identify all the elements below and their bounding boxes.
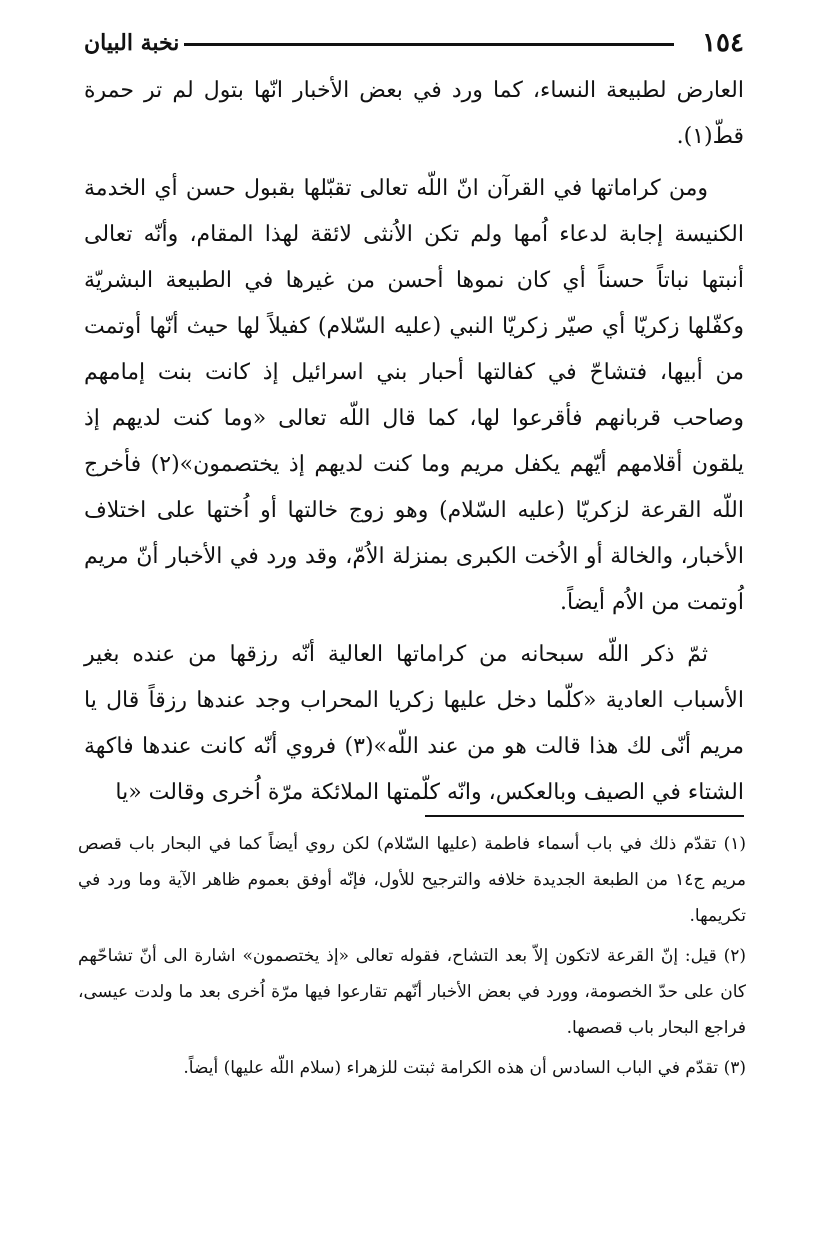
paragraph-miracles-in-quran: ومن كراماتها في القرآن انّ اللّه تعالى تقبّلها بقبول حسن أي الخدمة الكنيسة إجابة لدعاء اُمها ولم تكن الاُنثى لائقة لهذا المقام، وأنّه تعالى أنبتها نباتاً حسناً أي كان نموها أحسن من غيرها في الطبيعة البشريّة وكفّلها زكريّا أي صيّر زكريّا النبي (عليه السّلام) كفيلاً لها حيث أنّها أوتمت من أبيها، فتشاحّ في كفالتها أحبار بني اسرائيل إذ كانت بنت إمامهم وصاحب قربانهم فأقرعوا لها، كما قال اللّه تعالى «وما كنت لديهم إذ يلقون أقلامهم أيّهم يكفل مريم وما كنت لديهم إذ يختصمون»(٢) فأخرج اللّه القرعة لزكريّا (عليه السّلام) وهو زوج خالتها أو اُختها على اختلاف الأخبار، والخالة أو الاُخت الكبرى بمنزلة الاُمّ، وقد ورد في الأخبار أنّ مريم اُوتمت من الاُم أيضاً. xyxy=(84,176,744,615)
book-title: نخبة البيان xyxy=(84,30,180,56)
header-rule xyxy=(184,43,674,46)
footnotes xyxy=(78,826,746,1090)
footnote-3: (٣) تقدّم في الباب السادس أن هذه الكرامة ثبتت للزهراء (سلام اللّه عليها) أيضاً. xyxy=(183,1058,746,1078)
main-text xyxy=(84,68,744,822)
footnote-1: (١) تقدّم ذلك في باب أسماء فاطمة (عليها السّلام) لكن روي أيضاً كما في البحار باب قصص مريم ج١٤ من الطبعة الجديدة خلافه والترجيح للأول، فإنّه أوفق بعموم ظاهر الآية وما ورد في تكريمها. xyxy=(78,834,746,926)
footnote-separator xyxy=(425,815,744,817)
page-number: ١٥٤ xyxy=(702,28,744,58)
paragraph-provision-from-god: ثمّ ذكر اللّه سبحانه من كراماتها العالية أنّه رزقها من عنده بغير الأسباب العادية «كلّما دخل عليها زكريا المحراب وجد عندها رزقاً قال يا مريم أنّى لك هذا قالت هو من عند اللّه»(٣) فروي أنّه كانت عندها فاكهة الشتاء في الصيف وبالعكس، وانّه كلّمتها الملائكة مرّة اُخرى وقالت «يا xyxy=(84,642,745,805)
paragraph-continuation: العارض لطبيعة النساء، كما ورد في بعض الأخبار انّها بتول لم تر حمرة قطّ(١). xyxy=(84,78,744,149)
running-header xyxy=(84,26,744,60)
footnote-2: (٢) قيل: إنّ القرعة لاتكون إلاّ بعد التشاح، فقوله تعالى «إذ يختصمون» اشارة الى أنّ تشاحّهم كان على حدّ الخصومة، وورد في بعض الأخبار أنّهم تقارعوا فيها مرّة اُخرى بعد ما ولدت عيسى، فراجع البحار باب قصصها. xyxy=(78,946,746,1038)
